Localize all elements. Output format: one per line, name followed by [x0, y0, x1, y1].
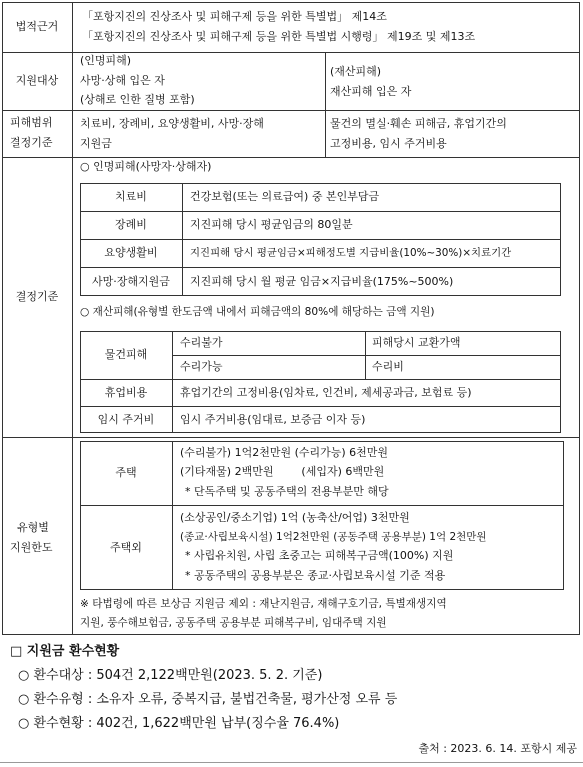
limits-house-line-2: (기타재물) 2백만원 (세입자) 6백만원 — [180, 465, 385, 478]
business-closure-label: 휴업비용 — [104, 385, 148, 399]
limits-note-1: ※ 타법령에 따른 보상금 지원금 제외 : 재난지원금, 재해구호기금, 특별재생지역 — [80, 598, 447, 610]
label-column-divider — [72, 2, 73, 635]
target-property-head: (재산피해) — [330, 65, 382, 78]
bottom-rule — [0, 762, 583, 763]
criteria-label: 결정기준 — [15, 290, 59, 303]
property-col-divider — [172, 331, 173, 433]
limits-other-line-4: * 공동주택의 공용부분은 종교·사립보육시설 기준 적용 — [185, 569, 446, 582]
limits-other-label: 주택외 — [110, 540, 142, 554]
scope-label-2: 결정기준 — [10, 136, 53, 149]
business-closure-value: 휴업기간의 고정비용(임차료, 인건비, 제세공과금, 보험료 등) — [180, 385, 472, 399]
property-damage-label: 물건피해 — [104, 348, 148, 361]
repairable-label: 수리가능 — [180, 360, 223, 373]
unrepairable-value: 피해당시 교환가액 — [372, 336, 461, 349]
care-value: 지진피해 당시 평균임금×피해정도별 지급비율(10%~30%)×치료기간 — [190, 247, 512, 259]
scope-label-1: 피해범위 — [10, 116, 53, 129]
scope-left-1: 치료비, 장례비, 요양생활비, 사망·장해 — [80, 117, 264, 130]
target-property-1: 재산피해 입은 자 — [330, 85, 412, 98]
legal-basis-label: 법적근거 — [15, 20, 59, 33]
limits-label-1: 유형별 — [17, 521, 49, 534]
recovery-status: ○ 환수현황 : 402건, 1,622백만원 납부(징수율 76.4%) — [18, 716, 340, 731]
unrepairable-label: 수리불가 — [180, 336, 223, 349]
limits-note-2: 지원, 풍수해보험금, 공동주택 공용부분 피해복구비, 임대주택 지원 — [80, 617, 387, 629]
temp-housing-value: 임시 주거비용(임대료, 보증금 이자 등) — [180, 412, 366, 426]
scope-left-2: 지원금 — [80, 137, 112, 150]
funeral-value: 지진피해 당시 평균임금의 80일분 — [190, 218, 353, 231]
personal-damage-title: ○ 인명피해(사망자·상해자) — [80, 160, 212, 173]
temp-housing-label: 임시 주거비 — [97, 412, 155, 426]
limits-house-line-3: * 단독주택 및 공동주택의 전용부분만 해당 — [185, 485, 389, 498]
funeral-label: 장례비 — [115, 218, 147, 231]
limits-house-line-1: (수리불가) 1억2천만원 (수리가능) 6천만원 — [180, 446, 389, 459]
recovery-target: ○ 환수대상 : 504건 2,122백만원(2023. 5. 2. 기준) — [18, 668, 323, 683]
source-note: 출처 : 2023. 6. 14. 포항시 제공 — [418, 742, 577, 755]
property-damage-title: ○ 재산피해(유형별 한도금액 내에서 피해금액의 80%에 해당하는 금액 지원) — [80, 306, 435, 318]
legal-basis-line-2: 「포항지진의 진상조사 및 피해구제 등을 위한 특별법 시행령」 제19조 및 제13조 — [82, 30, 476, 43]
target-label: 지원대상 — [15, 74, 59, 87]
limits-label-2: 지원한도 — [10, 541, 53, 554]
recovery-types: ○ 환수유형 : 소유자 오류, 중복지급, 불법건축물, 평가산정 오류 등 — [18, 692, 398, 707]
column-divider — [325, 52, 326, 157]
repairable-value: 수리비 — [372, 360, 404, 373]
limits-house-label: 주택 — [115, 466, 137, 479]
treatment-label: 치료비 — [115, 190, 147, 203]
row-divider — [2, 437, 580, 438]
treatment-value: 건강보험(또는 의료급여) 중 본인부담금 — [190, 190, 380, 203]
scope-right-1: 물건의 멸실·훼손 피해금, 휴업기간의 — [330, 117, 507, 130]
limits-col-divider — [172, 441, 173, 590]
death-disability-value: 지진피해 당시 월 평균 임금×지급비율(175%~500%) — [190, 274, 454, 288]
recovery-section-title: □ 지원금 환수현황 — [10, 644, 120, 659]
row-divider — [2, 110, 580, 111]
legal-basis-line-1: 「포항지진의 진상조사 및 피해구제 등을 위한 특별법」 제14조 — [82, 10, 387, 23]
target-personal-1: 사망·상해 입은 자 — [80, 74, 165, 87]
target-personal-2: (상해로 인한 질병 포함) — [80, 93, 195, 106]
care-label: 요양생활비 — [104, 246, 158, 259]
death-disability-label: 사망·장해지원금 — [92, 274, 170, 288]
limits-other-line-3: * 사립유치원, 사립 초중고는 피해복구금액(100%) 지원 — [185, 549, 454, 562]
limits-other-line-1: (소상공인/중소기업) 1억 (농축산/어업) 3천만원 — [180, 511, 410, 524]
limits-other-line-2: (종교·사립보육시설) 1억2천만원 (공동주택 공용부분) 1억 2천만원 — [180, 531, 487, 543]
scope-right-2: 고정비용, 임시 주거비용 — [330, 137, 447, 150]
target-personal-head: (인명피해) — [80, 54, 132, 67]
